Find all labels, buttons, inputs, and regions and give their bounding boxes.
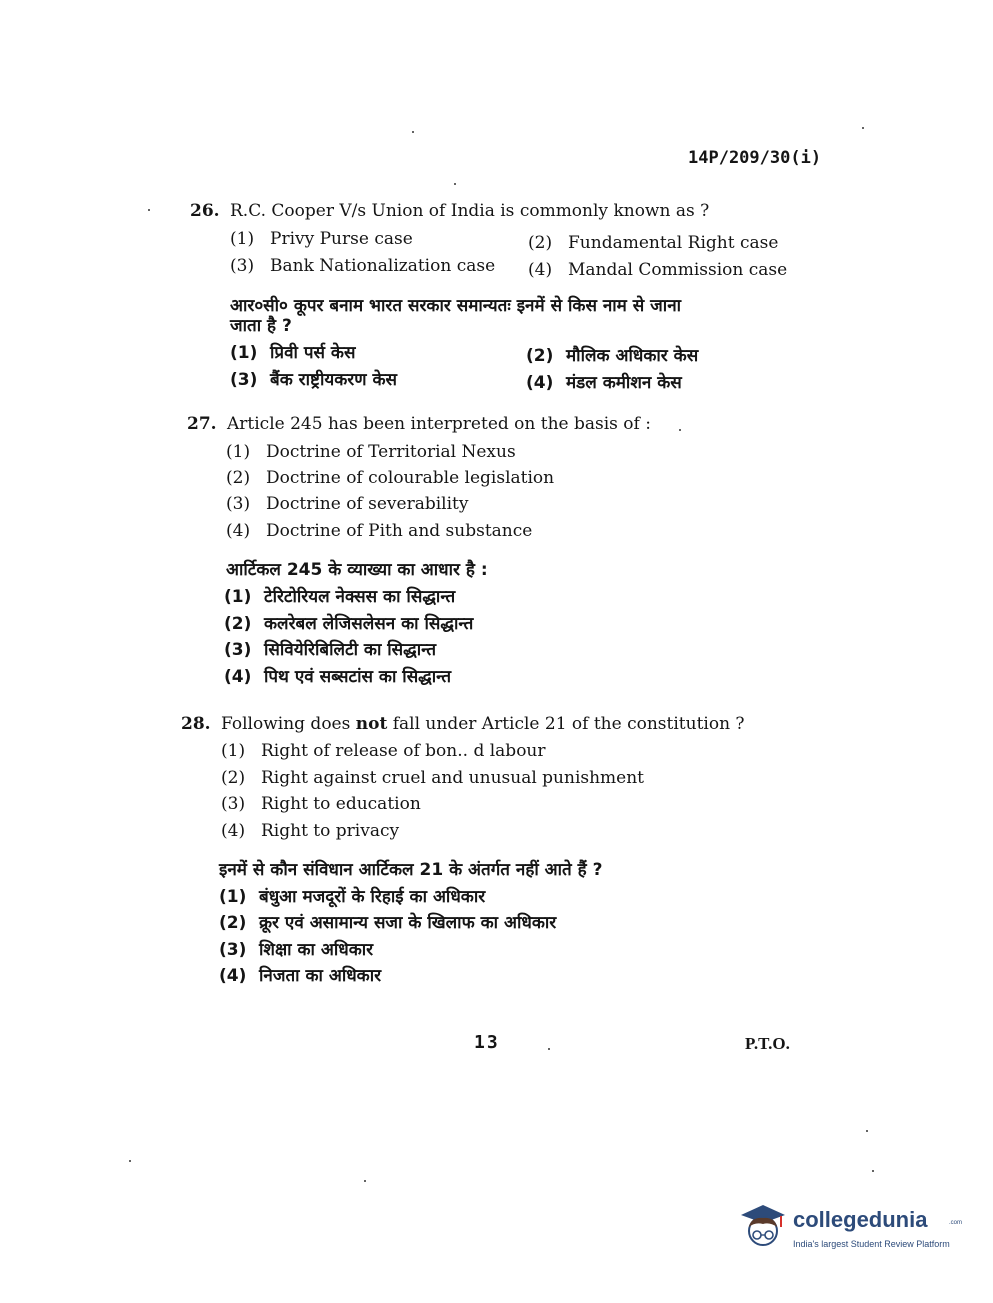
q27-option-3-en: (3) Doctrine of severability bbox=[226, 494, 469, 514]
q26-option-1-hi: (1) प्रिवी पर्स केस bbox=[230, 343, 356, 363]
q26-option-3-hi: (3) बैंक राष्ट्रीयकरण केस bbox=[230, 370, 397, 390]
question-number: 28. bbox=[181, 714, 211, 734]
question-text-en: R.C. Cooper V/s Union of India is commonly known as ? bbox=[230, 201, 710, 221]
q27-option-4-en: (4) Doctrine of Pith and substance bbox=[226, 521, 533, 541]
q26-option-4-hi: (4) मंडल कमीशन केस bbox=[526, 373, 682, 393]
question-26-text-hi-line2: जाता है ? bbox=[230, 316, 292, 336]
question-26-text-hi-line1: आर०सी० कूपर बनाम भारत सरकार समान्यतः इनमें से किस नाम से जाना bbox=[230, 296, 682, 316]
q28-option-3-hi: (3) शिक्षा का अधिकार bbox=[219, 940, 374, 960]
q28-option-1-hi: (1) बंधुआ मजदूरों के रिहाई का अधिकार bbox=[219, 887, 486, 907]
q28-option-2-hi: (2) क्रूर एवं असामान्य सजा के खिलाफ का अधिकार bbox=[219, 913, 557, 933]
brand-tagline: India's largest Student Review Platform bbox=[793, 1239, 950, 1249]
q27-option-2-hi: (2) कलरेबल लेजिसलेसन का सिद्धान्त bbox=[224, 614, 474, 634]
q28-option-3-en: (3) Right to education bbox=[221, 794, 421, 814]
please-turn-over: P.T.O. bbox=[745, 1034, 790, 1053]
question-26 bbox=[190, 201, 709, 221]
emphasis-not: not bbox=[355, 714, 388, 734]
q27-option-3-hi: (3) सिवियेरिबिलिटी का सिद्धान्त bbox=[224, 640, 437, 660]
q27-option-4-hi: (4) पिथ एवं सब्सटांस का सिद्धान्त bbox=[224, 667, 452, 687]
question-27 bbox=[187, 414, 651, 434]
q27-option-2-en: (2) Doctrine of colourable legislation bbox=[226, 468, 555, 488]
question-text-en: Article 245 has been interpreted on the basis of : bbox=[227, 414, 651, 434]
q27-option-1-en: (1) Doctrine of Territorial Nexus bbox=[226, 442, 516, 462]
q26-option-3-en: (3) Bank Nationalization case bbox=[230, 256, 496, 276]
q26-option-1-en: (1) Privy Purse case bbox=[230, 229, 413, 249]
question-28-text-hi: इनमें से कौन संविधान आर्टिकल 21 के अंतर्गत नहीं आते हैं ? bbox=[219, 860, 603, 880]
q28-option-4-hi: (4) निजता का अधिकार bbox=[219, 966, 382, 986]
q26-option-2-en: (2) Fundamental Right case bbox=[528, 233, 779, 253]
question-number: 27. bbox=[187, 414, 217, 434]
q28-option-1-en: (1) Right of release of bon.. d labour bbox=[221, 741, 546, 761]
question-28: 28. Following does not fall under Article 21 of the constitution ? bbox=[181, 714, 745, 734]
q26-option-2-hi: (2) मौलिक अधिकार केस bbox=[526, 346, 699, 366]
brand-suffix: .com bbox=[949, 1220, 963, 1226]
paper-code: 14P/209/30(i) bbox=[688, 148, 822, 168]
brand-name: collegedunia bbox=[793, 1207, 928, 1232]
page-number: 13 bbox=[474, 1032, 500, 1053]
question-number: 26. bbox=[190, 201, 220, 221]
q26-option-4-en: (4) Mandal Commission case bbox=[528, 260, 788, 280]
q27-option-1-hi: (1) टेरिटोरियल नेक्सस का सिद्धान्त bbox=[224, 587, 456, 607]
q28-option-4-en: (4) Right to privacy bbox=[221, 821, 400, 841]
q28-option-2-en: (2) Right against cruel and unusual punishment bbox=[221, 768, 645, 788]
question-27-text-hi: आर्टिकल 245 के व्याख्या का आधार है : bbox=[226, 560, 488, 580]
